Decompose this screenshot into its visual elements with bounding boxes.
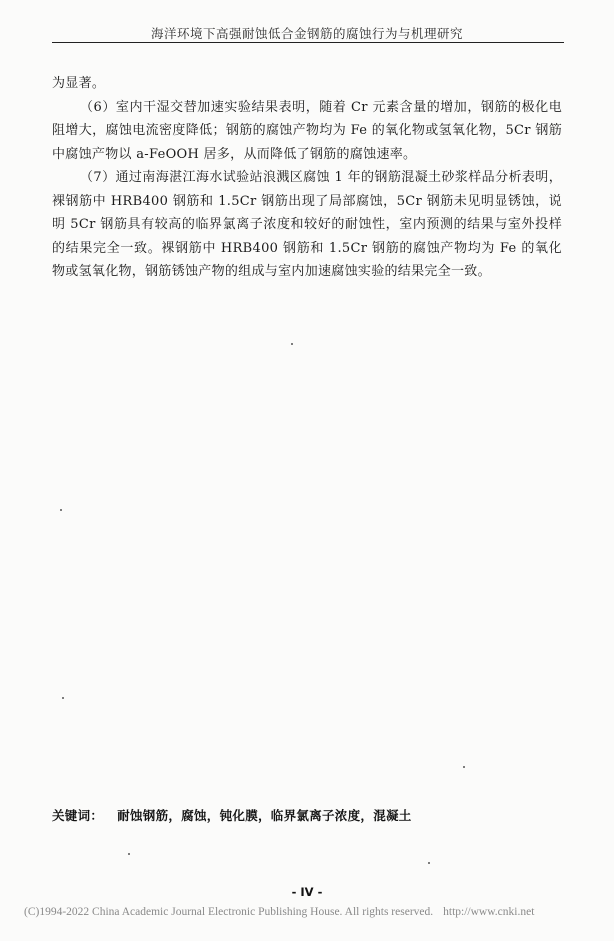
scan-speck	[428, 862, 430, 864]
header-rule	[52, 42, 564, 43]
paragraph-conclusion-7: （7）通过南海湛江海水试验站浪溅区腐蚀 1 年的钢筋混凝土砂浆样品分析表明，裸钢筋中 HRB400 钢筋和 1.5Cr 钢筋出现了局部腐蚀，5Cr 钢筋未见明显锈蚀，说明 5Cr 钢筋具有较高的临界氯离子浓度和较好的耐蚀性，室内预测的结果与室外投样的结果完全一致。裸钢筋中 HRB400 钢筋和 1.5Cr 钢筋的腐蚀产物均为 Fe 的氧化物或氢氧化物，钢筋锈蚀产物的组成与室内加速腐蚀实验的结果完全一致。	[52, 170, 562, 279]
copyright-text: (C)1994-2022 China Academic Journal Electronic Publishing House. All rights reserved.	[24, 906, 434, 918]
scan-speck	[463, 766, 465, 768]
paragraph-conclusion-6: （6）室内干湿交替加速实验结果表明，随着 Cr 元素含量的增加，钢筋的极化电阻增大，腐蚀电流密度降低；钢筋的腐蚀产物均为 Fe 的氧化物或氢氧化物，5Cr 钢筋中腐蚀产物以 a-FeOOH 居多，从而降低了钢筋的腐蚀速率。	[52, 99, 562, 162]
copyright-url: http://www.cnki.net	[443, 906, 535, 918]
keywords-label: 关键词：	[52, 808, 104, 823]
keywords-text: 耐蚀钢筋，腐蚀，钝化膜，临界氯离子浓度，混凝土	[117, 808, 412, 823]
copyright-line	[24, 906, 594, 918]
scan-speck	[62, 697, 64, 699]
scan-speck	[60, 509, 62, 511]
body-text	[52, 72, 562, 284]
keywords	[52, 806, 562, 824]
running-header: 海洋环境下高强耐蚀低合金钢筋的腐蚀行为与机理研究	[150, 26, 463, 41]
scan-speck	[128, 853, 130, 855]
scan-speck	[291, 343, 293, 345]
page-number: - IV -	[291, 885, 323, 899]
paragraph-continuation: 为显著。	[52, 76, 106, 91]
